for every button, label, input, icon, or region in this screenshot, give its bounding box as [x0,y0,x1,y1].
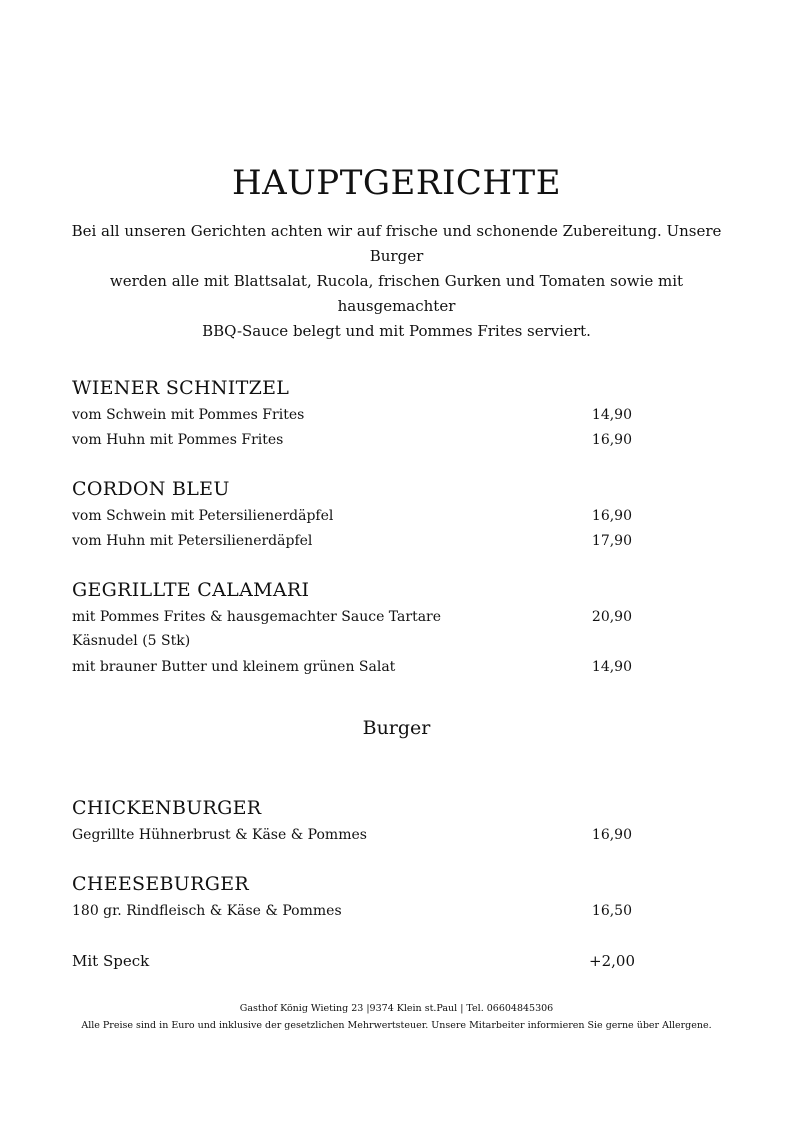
menu-item [72,505,632,527]
section-title-wiener-schnitzel: WIENER SCHNITZEL [72,377,290,399]
intro-line: werden alle mit Blattsalat, Rucola, frischen Gurken und Tomaten sowie mit hausgemachter [109,272,684,315]
section-title-chickenburger: CHICKENBURGER [72,797,262,819]
menu-item-extra [72,950,635,972]
section-title-cheeseburger: CHEESEBURGER [72,873,249,895]
item-price: 16,50 [591,903,632,919]
menu-item [72,530,632,552]
item-description: 180 gr. Rindfleisch & Käse & Pommes [72,903,342,919]
item-description: vom Schwein mit Petersilienerdäpfel [72,508,334,524]
item-price: 20,90 [591,609,632,625]
item-price: 14,90 [591,659,632,675]
intro-line: Bei all unseren Gerichten achten wir auf frische und schonende Zubereitung. Unsere Burger [71,222,722,265]
menu-item [72,900,632,922]
section-title-gegrillte-calamari: GEGRILLTE CALAMARI [72,579,310,601]
item-price: 17,90 [591,533,632,549]
menu-item [72,824,632,846]
item-description: Käsnudel (5 Stk) [72,633,191,649]
burger-heading: Burger [362,717,431,739]
item-price: 14,90 [591,407,632,423]
item-description: Gegrillte Hühnerbrust & Käse & Pommes [72,827,367,843]
page-title: HAUPTGERICHTE [231,163,562,203]
menu-item [72,429,632,451]
item-description: vom Huhn mit Petersilienerdäpfel [72,533,313,549]
item-description: vom Huhn mit Pommes Frites [72,432,284,448]
menu-item [72,606,632,628]
item-description: vom Schwein mit Pommes Frites [72,407,305,423]
item-description: mit Pommes Frites & hausgemachter Sauce Tartare [72,609,442,625]
item-description: Mit Speck [72,952,150,970]
menu-item [72,404,632,426]
section-title-cordon-bleu: CORDON BLEU [72,478,230,500]
menu-item [72,656,632,678]
item-description: mit brauner Butter und kleinem grünen Salat [72,659,396,675]
item-price: 16,90 [591,827,632,843]
intro-line: BBQ-Sauce belegt und mit Pommes Frites serviert. [202,322,591,340]
menu-item [72,630,632,652]
item-price: +2,00 [589,952,635,970]
item-price: 16,90 [591,432,632,448]
footer-note: Alle Preise sind in Euro und inklusive der gesetzlichen Mehrwertsteuer. Unsere Mitarbeiter informieren Sie gerne über Allergene. [81,1020,712,1031]
footer-address: Gasthof König Wieting 23 |9374 Klein st.Paul | Tel. 06604845306 [239,1003,554,1014]
item-price: 16,90 [591,508,632,524]
intro-text [70,219,723,344]
